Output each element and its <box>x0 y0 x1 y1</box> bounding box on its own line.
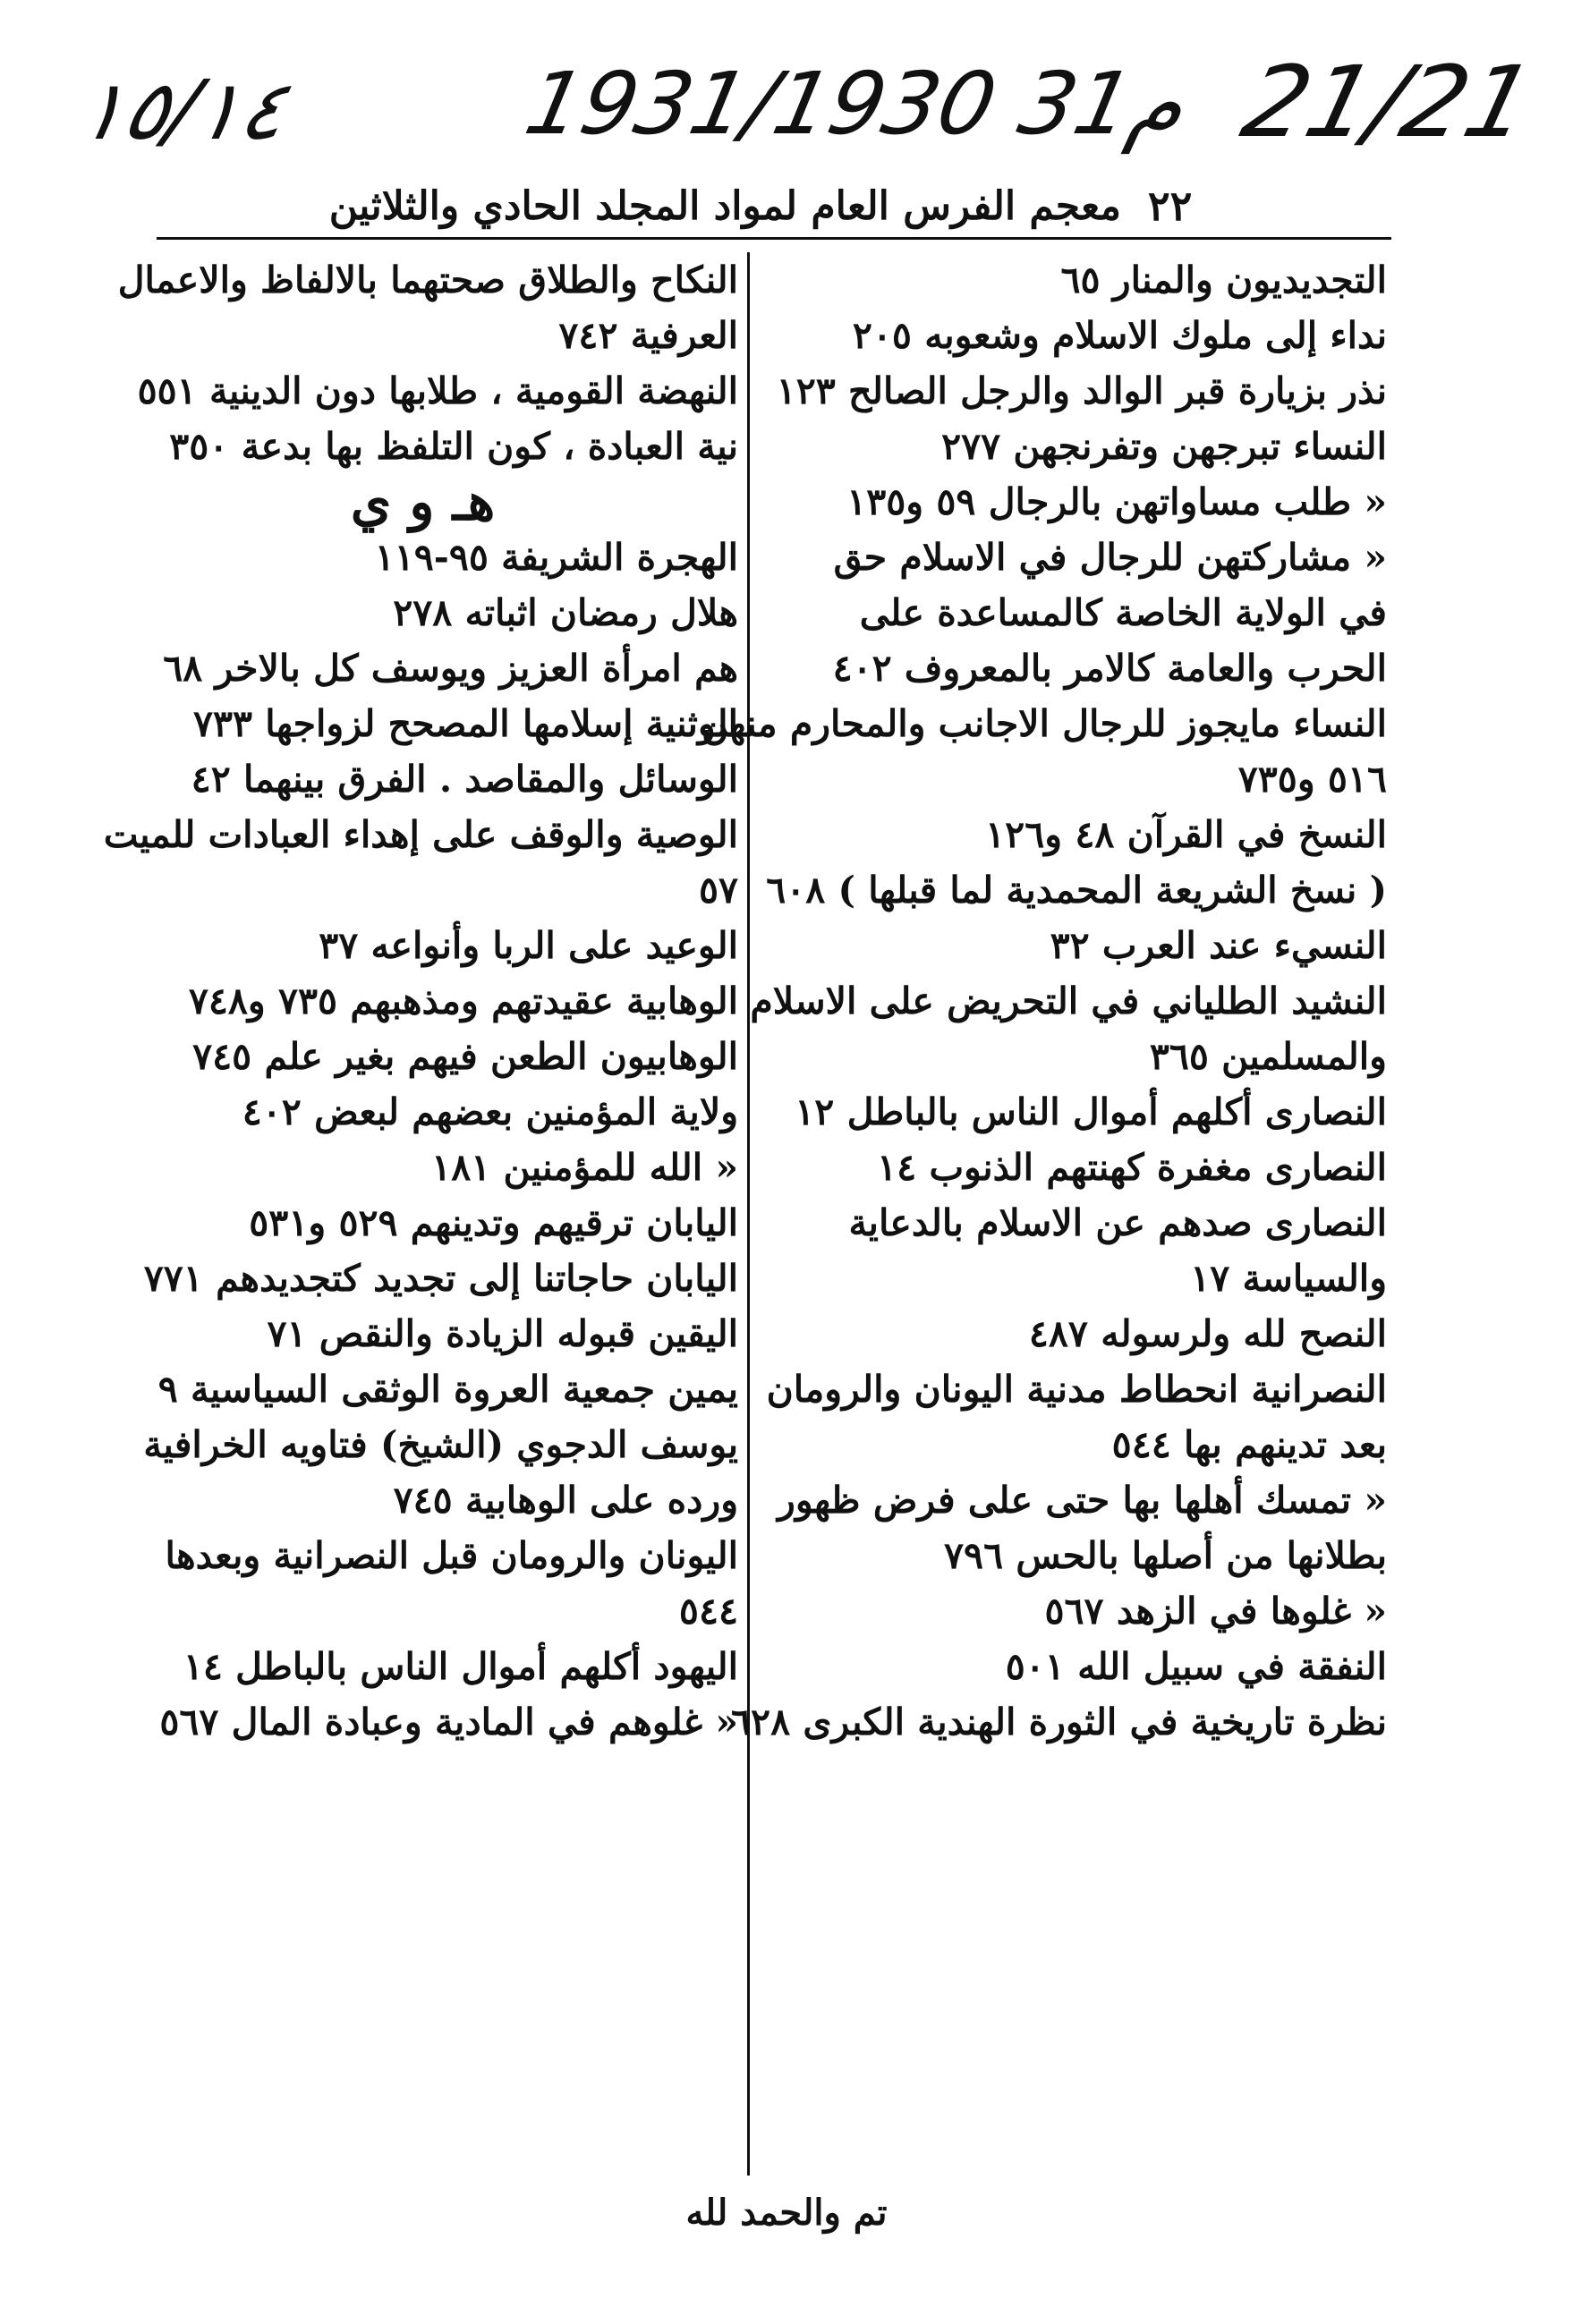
index-entry: الوهابية عقيدتهم ومذهبهم ٧٣٥ و٧٤٨ <box>188 980 738 1022</box>
index-entry: النصارى صدهم عن الاسلام بالدعاية <box>848 1201 1387 1244</box>
index-entry: بطلانها من أصلها بالحس ٧٩٦ <box>944 1534 1387 1577</box>
page-header <box>134 174 1387 237</box>
index-columns <box>98 252 1396 2176</box>
index-entry: ٥٧ <box>698 869 738 912</box>
index-entry: اليهود أكلهم أموال الناس بالباطل ١٤ <box>183 1645 738 1688</box>
index-entry: النسيء عند العرب ٣٢ <box>1050 924 1387 967</box>
index-entry: النشيد الطلياني في التحريض على الاسلام <box>750 980 1387 1022</box>
index-entry: النصارى مغفرة كهنتهم الذنوب ١٤ <box>877 1146 1387 1189</box>
index-entry: نية العبادة ، كون التلفظ بها بدعة ٣٥٠ <box>169 425 738 468</box>
index-entry: هلال رمضان اثباته ٢٧٨ <box>393 591 738 634</box>
index-entry: النكاح والطلاق صحتهما بالالفاظ والاعمال <box>117 259 738 301</box>
index-entry: الوصية والوقف على إهداء العبادات للميت <box>103 813 738 856</box>
index-entry: النصارى أكلهم أموال الناس بالباطل ١٢ <box>795 1090 1387 1133</box>
index-entry: والمسلمين ٣٦٥ <box>1149 1035 1387 1078</box>
index-entry: ( نسخ الشريعة المحمدية لما قبلها ) ٦٠٨ <box>766 869 1387 912</box>
header-rule <box>157 237 1391 240</box>
index-entry: يوسف الدجوي (الشيخ) فتاويه الخرافية <box>143 1423 738 1466</box>
index-entry: اليونان والرومان قبل النصرانية وبعدها <box>165 1534 738 1577</box>
page-number: ٢٢ <box>1147 182 1193 230</box>
index-entry: ٥١٦ و٧٣٥ <box>1237 758 1387 801</box>
index-entry: الهجرة الشريفة ٩٥-١١٩ <box>374 536 738 579</box>
index-entry: ولاية المؤمنين بعضهم لبعض ٤٠٢ <box>242 1090 738 1133</box>
handwritten-date-center: 1931/1930 31م <box>517 54 1195 154</box>
index-entry: التجديديون والمنار ٦٥ <box>1060 259 1387 301</box>
index-entry: النسخ في القرآن ٤٨ و١٢٦ <box>985 813 1387 856</box>
index-entry: النصرانية انحطاط مدنية اليونان والرومان <box>766 1368 1387 1411</box>
index-entry: الوثنية إسلامها المصحح لزواجها ٧٣٣ <box>192 702 738 745</box>
index-entry: « غلوهم في المادية وعبادة المال ٥٦٧ <box>159 1701 738 1743</box>
index-entry: اليابان ترقيهم وتدينهم ٥٢٩ و٥٣١ <box>249 1201 738 1244</box>
index-entry: في الولاية الخاصة كالمساعدة على <box>859 591 1387 634</box>
index-entry: النفقة في سبيل الله ٥٠١ <box>1005 1645 1387 1688</box>
handwritten-number-left: ١٥/١٤ <box>70 63 296 158</box>
index-entry: « غلوها في الزهد ٥٦٧ <box>1044 1590 1387 1633</box>
index-column-left <box>98 252 747 2176</box>
index-entry: اليقين قبوله الزيادة والنقص ٧١ <box>267 1312 738 1355</box>
index-entry: نظرة تاريخية في الثورة الهندية الكبرى ٦٢٨ <box>731 1701 1387 1743</box>
index-entry: النساء مايجوز للرجال الاجانب والمحارم منهن <box>701 702 1387 745</box>
index-entry: « تمسك أهلها بها حتى على فرض ظهور <box>778 1479 1387 1522</box>
index-entry: نداء إلى ملوك الاسلام وشعوبه ٢٠٥ <box>852 314 1387 357</box>
index-entry: النساء تبرجهن وتفرنجهن ٢٧٧ <box>941 425 1387 468</box>
index-entry: الحرب والعامة كالامر بالمعروف ٤٠٢ <box>832 647 1387 690</box>
index-entry: الوهابيون الطعن فيهم بغير علم ٧٤٥ <box>192 1035 738 1078</box>
index-entry: يمين جمعية العروة الوثقى السياسية ٩ <box>157 1368 738 1411</box>
index-entry: « طلب مساواتهن بالرجال ٥٩ و١٣٥ <box>846 480 1387 523</box>
index-entry: ٥٤٤ <box>678 1590 738 1633</box>
section-heading: هـ و ي <box>350 471 496 532</box>
handwritten-number-right: 21/21 <box>1232 45 1544 159</box>
index-entry: بعد تدينهم بها ٥٤٤ <box>1111 1423 1387 1466</box>
page-title: معجم الفرس العام لمواد المجلد الحادي والثلاثين <box>328 182 1121 229</box>
index-entry: نذر بزيارة قبر الوالد والرجل الصالح ١٢٣ <box>776 369 1387 412</box>
index-entry: « مشاركتهن للرجال في الاسلام حق <box>833 536 1387 579</box>
closing-line: تم والحمد لله <box>685 2192 888 2234</box>
index-entry: « الله للمؤمنين ١٨١ <box>431 1146 738 1189</box>
index-entry: النهضة القومية ، طلابها دون الدينية ٥٥١ <box>137 369 738 412</box>
handwritten-annotations <box>63 27 1548 197</box>
index-entry: الوسائل والمقاصد . الفرق بينهما ٤٢ <box>191 758 738 801</box>
index-entry: الوعيد على الربا وأنواعه ٣٧ <box>319 924 738 967</box>
index-entry: والسياسة ١٧ <box>1190 1257 1387 1300</box>
index-entry: اليابان حاجاتنا إلى تجديد كتجديدهم ٧٧١ <box>143 1257 738 1300</box>
index-entry: هم امرأة العزيز ويوسف كل بالاخر ٦٨ <box>163 647 738 690</box>
index-entry: ورده على الوهابية ٧٤٥ <box>393 1479 738 1522</box>
index-entry: النصح لله ولرسوله ٤٨٧ <box>1028 1312 1387 1355</box>
index-entry: العرفية ٧٤٢ <box>558 314 738 357</box>
